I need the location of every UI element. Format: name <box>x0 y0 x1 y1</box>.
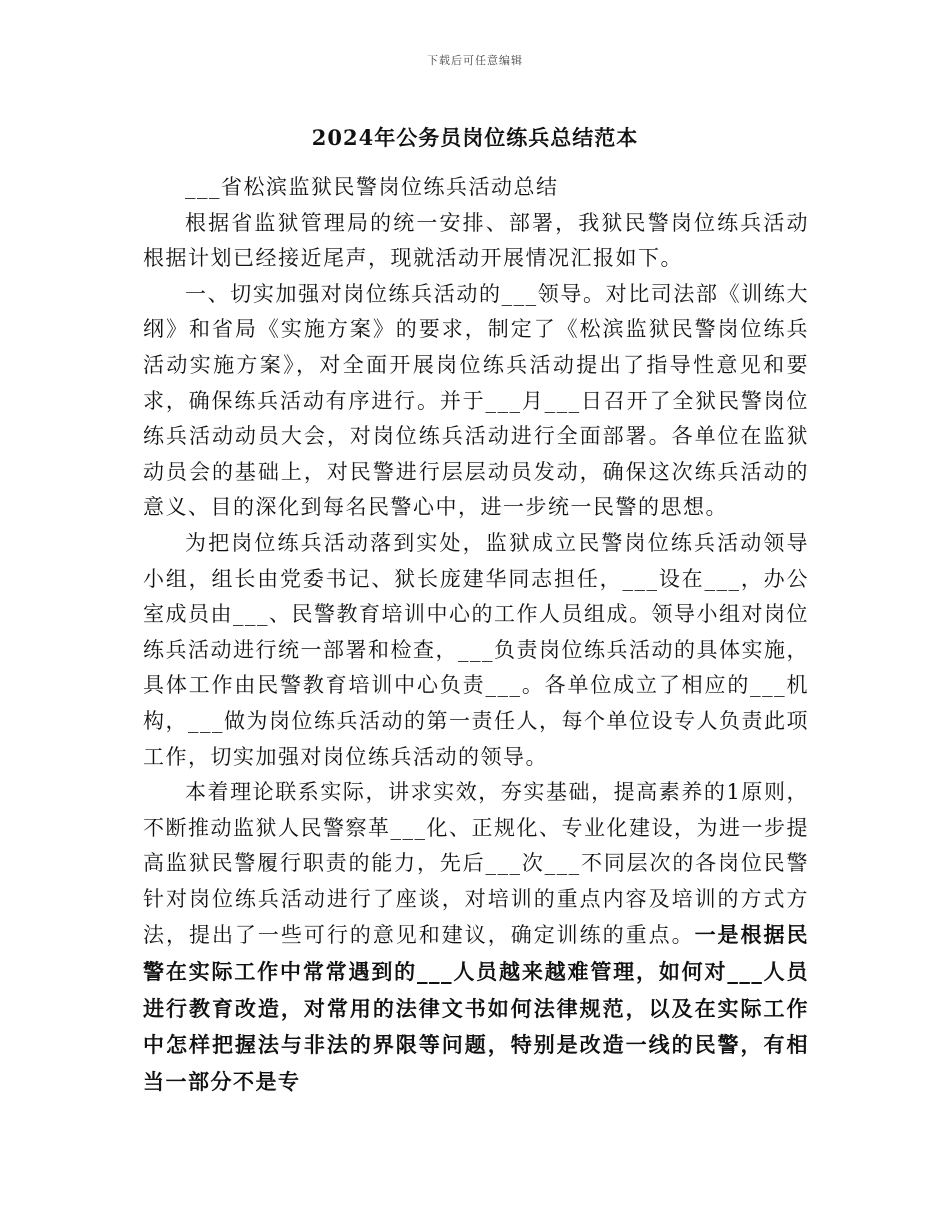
paragraph-leadership-group: 为把岗位练兵活动落到实处，监狱成立民警岗位练兵活动领导小组，组长由党委书记、狱长庞建华同志担任，___设在___，办公室成员由___、民警教育培训中心的工作人员组成。领导小组对岗位练兵活动进行统一部署和检查，___负责岗位练兵活动的具体实施，具体工作由民警教育培训中心负责___。各单位成立了相应的___机构，___做为岗位练兵活动的第一责任人，每个单位设专人负责此项工作，切实加强对岗位练兵活动的领导。 <box>143 530 809 769</box>
document-body <box>143 170 809 1100</box>
paragraph-intro: 根据省监狱管理局的统一安排、部署，我狱民警岗位练兵活动根据计划已经接近尾声，现就活动开展情况汇报如下。 <box>143 210 809 271</box>
paragraph-principles-text: 本着理论联系实际，讲求实效，夯实基础，提高素养的1原则，不断推动监狱人民警察革___化、正规化、专业化建设，为进一步提高监狱民警履行职责的能力，先后___次___不同层次的各岗位民警针对岗位练兵活动进行了座谈，对培训的重点内容及培训的方式方法，提出了一些可行的意见和建议，确定训练的重点。 <box>143 780 809 948</box>
paragraph-principles <box>143 775 809 1100</box>
paragraph-section-one: 一、切实加强对岗位练兵活动的___领导。对比司法部《训练大纲》和省局《实施方案》的要求，制定了《松滨监狱民警岗位练兵活动实施方案》，对全面开展岗位练兵活动提出了指导性意见和要求，确保练兵活动有序进行。并于___月___日召开了全狱民警岗位练兵活动动员大会，对岗位练兵活动进行全面部署。各单位在监狱动员会的基础上，对民警进行层层动员发动，确保这次练兵活动的意义、目的深化到每名民警心中，进一步统一民警的思想。 <box>143 281 809 520</box>
paragraph-subtitle: ___省松滨监狱民警岗位练兵活动总结 <box>185 175 559 199</box>
paragraph-principles-bold-text: 一是根据民警在实际工作中常常遇到的___人员越来越难管理，如何对___人员进行教育改造，对常用的法律文书如何法律规范，以及在实际工作中怎样把握法与非法的界限等问题，特别是改造一线的民警，有相当一部分不是专 <box>143 922 810 1094</box>
document-title: 2024年公务员岗位练兵总结范本 <box>311 125 639 150</box>
header-note: 下载后可任意编辑 <box>427 54 523 67</box>
